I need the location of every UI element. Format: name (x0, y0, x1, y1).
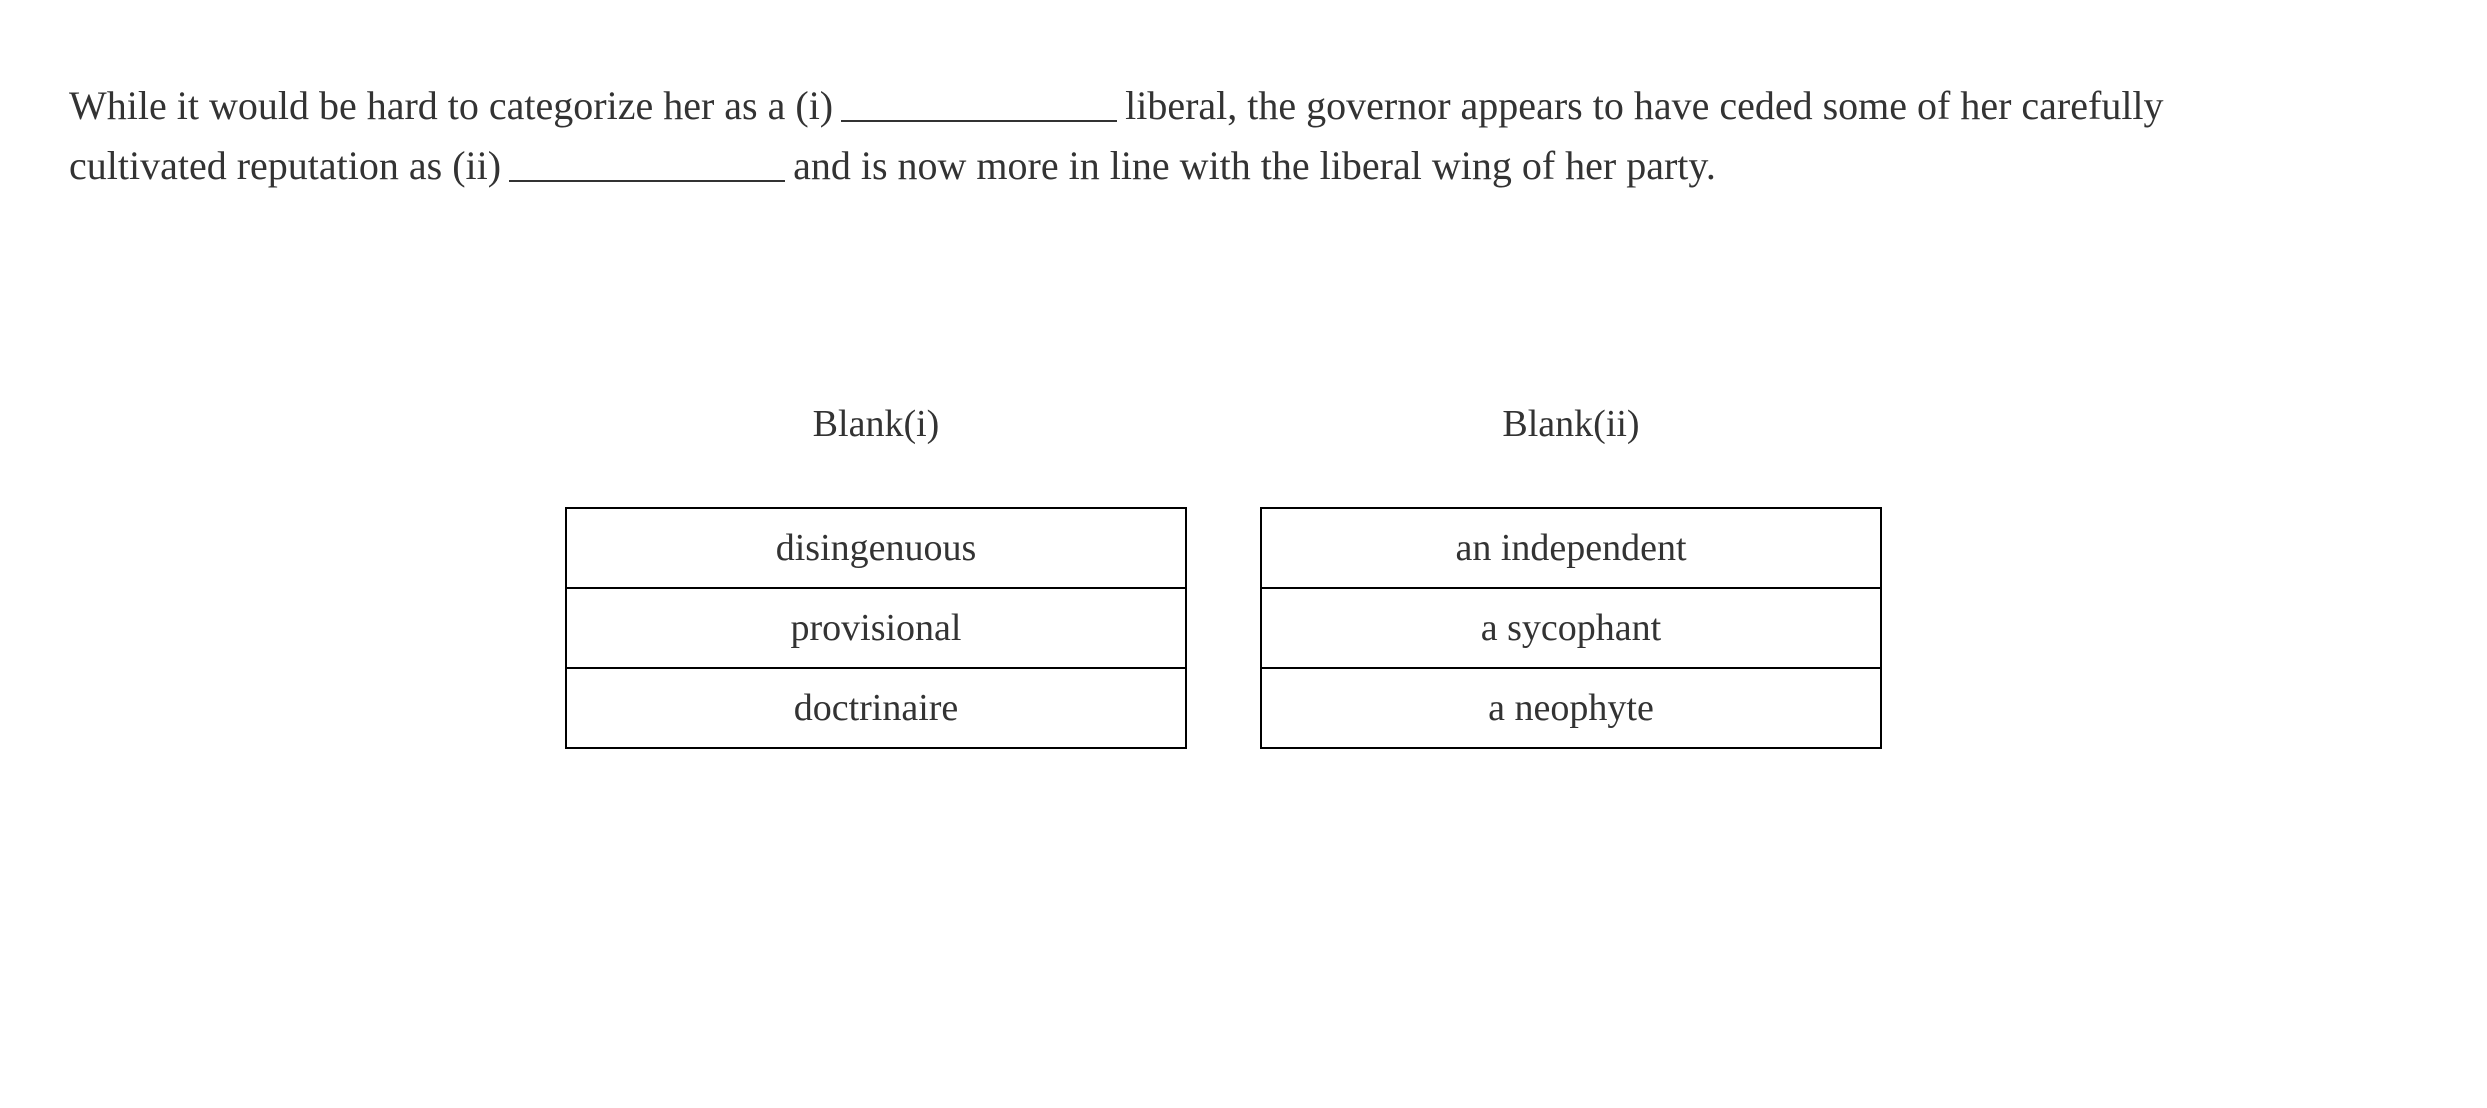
table-row (1261, 668, 1881, 748)
table-row (566, 668, 1186, 748)
table-row (1261, 508, 1881, 588)
table-row (566, 508, 1186, 588)
blank-i-option-1[interactable]: disingenuous (566, 508, 1186, 588)
blank-i-line (841, 120, 1117, 122)
blank-i-options-table (565, 507, 1187, 749)
question-line-1-start: While it would be hard to categorize her as a (i) (69, 83, 834, 128)
blank-ii-options-table (1260, 507, 1882, 749)
blank-ii-option-3[interactable]: a neophyte (1261, 668, 1881, 748)
question-text (69, 76, 2369, 196)
blank-i-heading: Blank(i) (812, 403, 940, 445)
blank-ii-option-2[interactable]: a sycophant (1261, 588, 1881, 668)
question-line-1 (69, 76, 2369, 136)
question-line-2-end: and is now more in line with the liberal wing of her party. (793, 143, 1716, 188)
table-row (1261, 588, 1881, 668)
question-line-2-start: cultivated reputation as (ii) (69, 143, 502, 188)
question-line-1-end: liberal, the governor appears to have ceded some of her carefully (1125, 83, 2164, 128)
table-row (566, 588, 1186, 668)
blank-i-option-3[interactable]: doctrinaire (566, 668, 1186, 748)
blank-ii-line (509, 180, 785, 182)
blank-i-option-2[interactable]: provisional (566, 588, 1186, 668)
question-line-2 (69, 136, 2369, 196)
blank-ii-option-1[interactable]: an independent (1261, 508, 1881, 588)
blank-ii-heading: Blank(ii) (1502, 403, 1640, 445)
